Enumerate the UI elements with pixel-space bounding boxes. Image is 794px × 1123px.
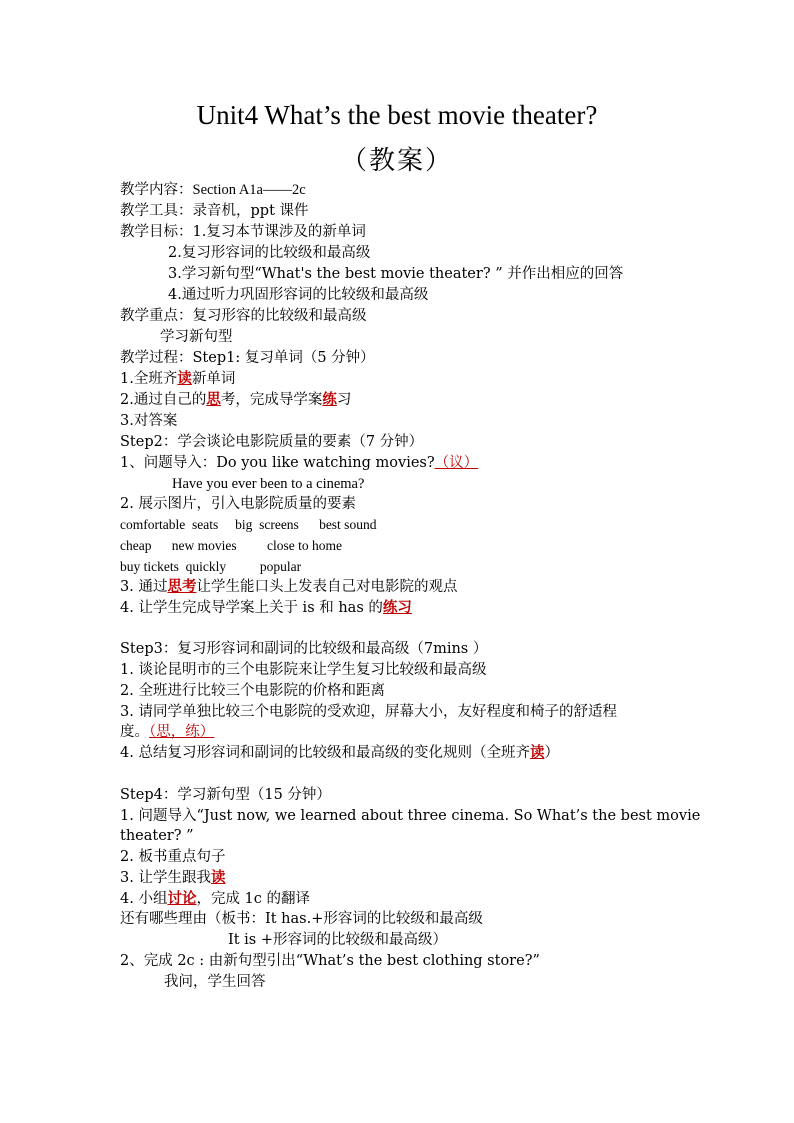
process-line: 教学过程：Step1: 复习单词（5 分钟） xyxy=(120,350,375,366)
document-subtitle: （教案） xyxy=(340,146,453,176)
step3-item-2: 2. 全班进行比较三个电影院的价格和距离 xyxy=(120,683,385,699)
step1-item-1: 1.全班齐读新单词 xyxy=(120,370,236,387)
step2-item-3: 3. 通过思考让学生能口头上发表自己对电影院的观点 xyxy=(120,578,458,595)
vocab-line-1: comfortable seats big screens best sound xyxy=(120,517,377,532)
goal-4: 4.通过听力巩固形容词的比较级和最高级 xyxy=(168,287,429,303)
step3-item-1: 1. 谈论昆明市的三个电影院来让学生复习比较级和最高级 xyxy=(120,662,487,678)
step4-item-6: It is +形容词的比较级和最高级） xyxy=(228,932,447,948)
step3-heading: Step3：复习形容词和副词的比较级和最高级（7mins ） xyxy=(120,641,488,657)
step4-item-1: 1. 问题导入“Just now, we learned about three cinema. So What’s the best movie xyxy=(120,808,701,824)
focus-line: 教学重点：复习形容的比较级和最高级 xyxy=(120,308,367,324)
step3-item-4: 4. 总结复习形容词和副词的比较级和最高级的变化规则（全班齐读） xyxy=(120,744,559,761)
step4-item-7: 2、完成 2c : 由新句型引出“What’s the best clothing store?” xyxy=(120,953,540,969)
step4-heading: Step4：学习新句型（15 分钟） xyxy=(120,787,331,803)
vocab-line-3: buy tickets quickly popular xyxy=(120,559,302,574)
step1-item-2: 2.通过自己的思考，完成导学案练习 xyxy=(120,391,352,408)
step3-item-3b: 度。（思，练） xyxy=(120,724,215,740)
step1-item-3: 3.对答案 xyxy=(120,413,178,429)
step4-item-8: 我问，学生回答 xyxy=(164,974,266,990)
step4-item-1b: theater? ” xyxy=(120,828,194,844)
step4-item-4: 4. 小组讨论，完成 1c 的翻译 xyxy=(120,890,311,907)
step2-item-1: 1、问题导入：Do you like watching movies?（议） xyxy=(120,455,479,471)
step4-item-5: 还有哪些理由（板书：It has.+形容词的比较级和最高级 xyxy=(120,911,483,927)
goals-line: 教学目标：1.复习本节课涉及的新单词 xyxy=(120,224,366,240)
step2-item-2: 2. 展示图片，引入电影院质量的要素 xyxy=(120,496,356,512)
goal-3: 3.学习新句型“What's the best movie theater? ” 并作出相应的回答 xyxy=(168,266,624,282)
step2-heading: Step2：学会谈论电影院质量的要素（7 分钟） xyxy=(120,434,424,450)
step2-item-4: 4. 让学生完成导学案上关于 is 和 has 的练习 xyxy=(120,599,412,616)
step4-item-3: 3. 让学生跟我读 xyxy=(120,869,226,886)
document-title: Unit4 What’s the best movie theater? xyxy=(196,100,598,130)
focus-line-2: 学习新句型 xyxy=(160,329,233,345)
tools-line: 教学工具：录音机，ppt 课件 xyxy=(120,203,309,219)
step4-item-2: 2. 板书重点句子 xyxy=(120,849,226,865)
content-line: 教学内容：Section A1a——2c xyxy=(120,182,306,198)
step2-item-1b: Have you ever been to a cinema? xyxy=(172,476,365,492)
vocab-line-2: cheap new movies close to home xyxy=(120,538,342,553)
goal-2: 2.复习形容词的比较级和最高级 xyxy=(168,245,371,261)
step3-item-3: 3. 请同学单独比较三个电影院的受欢迎，屏幕大小，友好程度和椅子的舒适程 xyxy=(120,704,617,720)
